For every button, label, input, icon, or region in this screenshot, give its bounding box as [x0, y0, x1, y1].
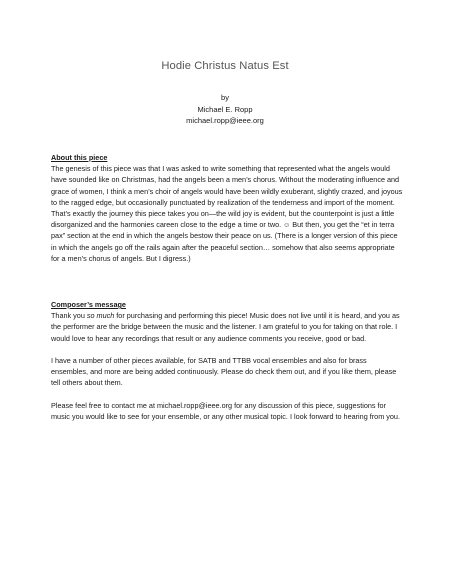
author-name: Michael E. Ropp: [197, 104, 253, 114]
composer-p1-start: Thank you: [51, 311, 87, 321]
about-section: [51, 152, 403, 264]
composer-p1-emphasis: so much: [86, 311, 115, 321]
smiley-face-icon: ☺: [283, 222, 291, 230]
about-heading: About this piece: [51, 153, 108, 162]
composer-section: [51, 299, 403, 422]
about-text-start: The genesis of this piece was that I was asked to write something that represented what the angels would have sounded like on Christmas, had the angels been a men’s chorus. Without the moderating influence and grace of women, I think a men’s choir of angels would have been wildly exuberant, slightly crazed, and joyous to the ragged edge, but occasionally punctuated by realization of the tenderness and import of the moment. That’s exactly the journey this piece takes you on—the wild joy is evident, but the counterpoint is just a little disorganized and the harmonies careen close to the edge a time or two.: [51, 164, 403, 230]
composer-paragraph-2: I have a number of other pieces available, for SATB and TTBB vocal ensembles and also for brass ensembles, and more are being added continuously. Please do check them out, and if you like them, please tell others about them.: [51, 356, 397, 388]
page-title: Hodie Christus Natus Est: [161, 60, 289, 72]
composer-p1-end: for purchasing and performing this piece! Music does not live until it is heard, and you as the performer are the bridge between the music and the listener. I am grateful to you for taking on that role. I would love to hear any recordings that result or any audience comments you receive, good or bad.: [51, 311, 400, 343]
byline: [0, 92, 450, 127]
about-text-end: But then, you get the “et in terra pax” section at the end in which the angels bestow their peace on us. (There is a longer version of this piece in which the angels go off the rails again after the peaceful section… somehow that also seems appropriate for a men’s chorus of angels. But I digress.): [51, 220, 398, 263]
composer-heading: Composer’s message: [51, 300, 126, 309]
author-email: michael.ropp@ieee.org: [186, 116, 264, 125]
composer-paragraph-3: Please feel free to contact me at michael.ropp@ieee.org for any discussion of this piece, suggestions for music you would like to see for your ensemble, or any other musical topic. I look forward to hearing from you.: [51, 400, 400, 421]
about-paragraph: [51, 163, 403, 264]
byline-by: by: [221, 93, 229, 102]
composer-paragraph-1: [51, 310, 403, 344]
